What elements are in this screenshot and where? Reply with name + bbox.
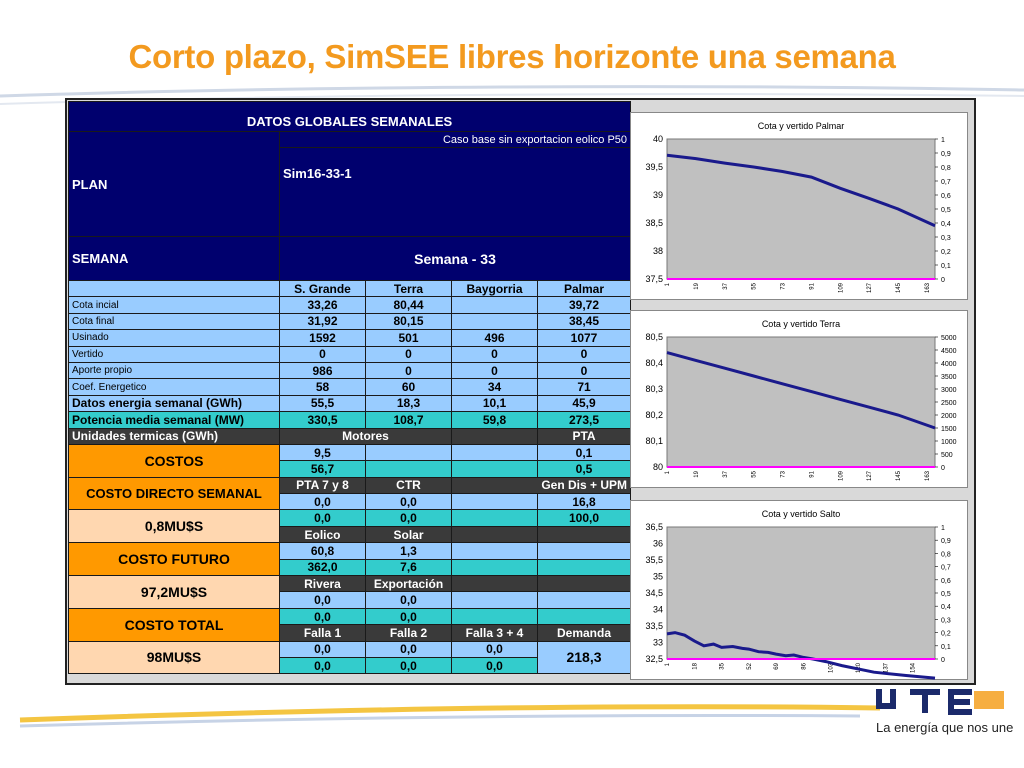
x-tick-label: 145 [896, 471, 903, 482]
x-tick-label: 109 [838, 471, 845, 482]
cell: 16,8 [538, 494, 631, 510]
x-tick-label: 91 [809, 471, 816, 478]
table-row [69, 297, 631, 313]
cell: 33,26 [280, 297, 366, 313]
x-tick-label: 163 [924, 283, 931, 294]
cell: 0,0 [366, 608, 452, 624]
blank [366, 461, 452, 477]
y2-tick-label: 0,9 [941, 151, 951, 158]
cell: 362,0 [280, 559, 366, 575]
x-tick-label: 1 [665, 283, 671, 287]
y-tick-label: 80,3 [645, 384, 663, 394]
row-label: Cota final [69, 313, 280, 329]
blank [452, 461, 538, 477]
cell: 80,15 [366, 313, 452, 329]
x-tick-label: 35 [719, 663, 726, 670]
cell: 1077 [538, 330, 631, 346]
chart-title: Cota y vertido Terra [761, 319, 841, 329]
row-label: Aporte propio [69, 362, 280, 378]
x-tick-label: 120 [855, 663, 862, 674]
x-tick-label: 137 [883, 663, 890, 674]
y2-tick-label: 0,5 [941, 207, 951, 214]
y2-tick-label: 2000 [941, 413, 957, 420]
cell: 7,6 [366, 559, 452, 575]
pta-header: PTA [538, 428, 631, 444]
y2-tick-label: 1500 [941, 426, 957, 433]
x-tick-label: 73 [780, 283, 787, 290]
plan-label: PLAN [69, 132, 280, 237]
page-title: Corto plazo, SimSEE libres horizonte una semana [128, 38, 896, 75]
x-tick-label: 55 [751, 471, 758, 478]
eolico-header: Eolico [280, 526, 366, 542]
blank [452, 428, 538, 444]
cell: 0,0 [280, 641, 366, 657]
cell: 1,3 [366, 543, 452, 559]
y-tick-label: 80,1 [645, 436, 663, 446]
chart-title: Cota y vertido Palmar [757, 121, 845, 131]
blank [452, 576, 538, 592]
cell: 80,44 [366, 297, 452, 313]
table-row [69, 313, 631, 329]
falla2-header: Falla 2 [366, 625, 452, 641]
x-tick-label: 109 [838, 283, 845, 294]
col-header-sgrande: S. Grande [280, 281, 366, 297]
y2-tick-label: 0,6 [941, 193, 951, 200]
blank [452, 592, 538, 608]
y-tick-label: 38,5 [645, 218, 663, 228]
blank [538, 526, 631, 542]
y2-tick-label: 0,8 [941, 551, 951, 559]
plot-area [667, 527, 935, 659]
blank [538, 576, 631, 592]
cell: 0 [452, 346, 538, 362]
cell: 45,9 [538, 395, 631, 411]
pta78-header: PTA 7 y 8 [280, 477, 366, 493]
costos-label: COSTOS [69, 444, 280, 477]
y2-tick-label: 0,1 [941, 643, 951, 651]
chart-terra-svg [631, 311, 969, 489]
y-tick-label: 33 [652, 637, 663, 648]
y2-tick-label: 0,4 [941, 221, 951, 228]
demanda-value: 218,3 [538, 641, 631, 674]
costo-futuro-label: COSTO FUTURO [69, 543, 280, 576]
cell: 34 [452, 379, 538, 395]
y2-tick-label: 0,8 [941, 165, 951, 172]
cell: 0,0 [366, 592, 452, 608]
rivera-header: Rivera [280, 576, 366, 592]
blank [452, 608, 538, 624]
cell: 108,7 [366, 412, 452, 428]
gendis-header: Gen Dis + UPM [452, 477, 631, 493]
cell: 9,5 [280, 444, 366, 460]
y-tick-label: 33,5 [645, 621, 663, 631]
cell: 501 [366, 330, 452, 346]
x-tick-label: 52 [746, 663, 753, 670]
col-header-baygorria: Baygorria [452, 281, 538, 297]
y2-tick-label: 0,7 [941, 564, 951, 572]
blank [452, 510, 538, 526]
cell: 39,72 [538, 297, 631, 313]
y-tick-label: 80,4 [645, 358, 663, 368]
chart-title: Cota y vertido Salto [761, 509, 841, 519]
cell: 0,0 [366, 641, 452, 657]
y-tick-label: 80,5 [645, 332, 663, 342]
x-tick-label: 19 [693, 283, 700, 290]
cell: 0 [538, 346, 631, 362]
blank [538, 559, 631, 575]
y2-tick-label: 0,5 [941, 591, 951, 598]
datos-globales-table [68, 101, 631, 674]
col-header-terra: Terra [366, 281, 452, 297]
blank [452, 526, 538, 542]
cell: 0 [366, 362, 452, 378]
blank [538, 592, 631, 608]
row-label: Potencia media semanal (MW) [69, 412, 280, 428]
cell: 330,5 [280, 412, 366, 428]
plan-value: Sim16-33-1 [280, 148, 631, 237]
y-tick-label: 80 [652, 462, 663, 472]
y2-tick-label: 1 [941, 525, 945, 532]
cell: 100,0 [538, 510, 631, 526]
slogan: La energía que nos une [876, 720, 1014, 735]
chart-palmar-svg [631, 113, 969, 301]
cell: 60,8 [280, 543, 366, 559]
row-label: Coef. Energetico [69, 379, 280, 395]
y-tick-label: 80,2 [645, 410, 663, 420]
table-row [69, 412, 631, 428]
cell: 0,0 [280, 494, 366, 510]
y2-tick-label: 0,3 [941, 617, 951, 625]
cell: 55,5 [280, 395, 366, 411]
blank [452, 559, 538, 575]
col-header-palmar: Palmar [538, 281, 631, 297]
cell: 31,92 [280, 313, 366, 329]
ute-logo [874, 683, 1008, 717]
y2-tick-label: 0,2 [941, 630, 951, 638]
costo-directo-label: COSTO DIRECTO SEMANAL [69, 477, 280, 510]
cell: 0 [538, 362, 631, 378]
cell [452, 313, 538, 329]
y2-tick-label: 0 [941, 465, 945, 472]
chart-salto-svg [631, 501, 969, 681]
cell: 496 [452, 330, 538, 346]
cell: 0,0 [280, 592, 366, 608]
cell: 0 [366, 346, 452, 362]
cell: 0 [452, 362, 538, 378]
cell: 60 [366, 379, 452, 395]
y2-tick-label: 3000 [941, 387, 957, 394]
cell: 71 [538, 379, 631, 395]
ctr-header: CTR [366, 477, 452, 493]
blank [452, 543, 538, 559]
plot-area [667, 337, 935, 467]
y2-tick-label: 0,2 [941, 249, 951, 256]
col-header-blank [69, 281, 280, 297]
cell [452, 297, 538, 313]
y2-tick-label: 2500 [941, 400, 957, 407]
falla34-header: Falla 3 + 4 [452, 625, 538, 641]
row-label: Vertido [69, 346, 280, 362]
semana-label: SEMANA [69, 237, 280, 281]
cell: 0,0 [452, 641, 538, 657]
table-row [69, 330, 631, 346]
y2-tick-label: 0,3 [941, 235, 951, 242]
demanda-header: Demanda [538, 625, 631, 641]
motores-header: Motores [280, 428, 452, 444]
y-tick-label: 39 [652, 190, 663, 200]
x-tick-label: 127 [867, 471, 874, 482]
y-tick-label: 38 [652, 246, 663, 256]
cell: 59,8 [452, 412, 538, 428]
x-tick-label: 154 [910, 663, 917, 674]
y2-tick-label: 5000 [941, 335, 957, 342]
decorative-swoosh-bottom [0, 690, 880, 730]
y-tick-label: 36 [652, 538, 663, 549]
cell: 0,0 [280, 510, 366, 526]
y2-tick-label: 4000 [941, 361, 957, 368]
y-tick-label: 40 [652, 134, 663, 144]
x-tick-label: 18 [692, 663, 699, 670]
y-tick-label: 32,5 [645, 654, 663, 664]
solar-header: Solar [366, 526, 452, 542]
cell: 1592 [280, 330, 366, 346]
x-tick-label: 1 [665, 471, 671, 475]
row-label: Datos energia semanal (GWh) [69, 395, 280, 411]
chart-palmar [630, 112, 968, 300]
cell: 58 [280, 379, 366, 395]
y-tick-label: 36,5 [645, 522, 663, 532]
cell: 0,0 [280, 657, 366, 673]
costo-total-label: COSTO TOTAL [69, 608, 280, 641]
chart-terra [630, 310, 968, 488]
table-row [69, 362, 631, 378]
x-tick-label: 91 [809, 283, 816, 290]
cell: 0,5 [538, 461, 631, 477]
y2-tick-label: 500 [941, 452, 953, 459]
x-tick-label: 86 [801, 663, 808, 670]
falla1-header: Falla 1 [280, 625, 366, 641]
y2-tick-label: 0 [941, 277, 945, 284]
blank [452, 444, 538, 460]
blank [538, 608, 631, 624]
y-tick-label: 35,5 [645, 555, 663, 565]
y2-tick-label: 0,9 [941, 538, 951, 546]
x-tick-label: 103 [828, 663, 835, 674]
y2-tick-label: 1 [941, 137, 945, 144]
cell: 0,0 [280, 608, 366, 624]
cell: 0,0 [366, 510, 452, 526]
y2-tick-label: 1000 [941, 439, 957, 446]
x-tick-label: 19 [693, 471, 700, 478]
plan-description: Caso base sin exportacion eolico P50 [280, 132, 631, 148]
cell: 18,3 [366, 395, 452, 411]
cell: 273,5 [538, 412, 631, 428]
cell: 0,0 [366, 657, 452, 673]
cell: 10,1 [452, 395, 538, 411]
y-tick-label: 39,5 [645, 162, 663, 172]
table-row [69, 395, 631, 411]
y2-tick-label: 3500 [941, 374, 957, 381]
costo-futuro-value: 97,2MU$S [69, 576, 280, 609]
costo-total-value: 98MU$S [69, 641, 280, 674]
blank [538, 543, 631, 559]
y2-tick-label: 0,1 [941, 263, 951, 270]
y2-tick-label: 4500 [941, 348, 957, 355]
x-tick-label: 37 [722, 283, 729, 290]
y2-tick-label: 0,4 [941, 604, 951, 612]
exportacion-header: Exportación [366, 576, 452, 592]
x-tick-label: 37 [722, 471, 729, 478]
cell: 38,45 [538, 313, 631, 329]
table-row [69, 346, 631, 362]
x-tick-label: 1 [665, 663, 671, 667]
cell: 0 [280, 346, 366, 362]
cell: 986 [280, 362, 366, 378]
y-tick-label: 34,5 [645, 588, 663, 598]
costo-directo-value: 0,8MU$S [69, 510, 280, 543]
chart-salto [630, 500, 968, 680]
cell: 0,0 [366, 494, 452, 510]
x-tick-label: 69 [774, 663, 781, 670]
table-row [69, 379, 631, 395]
cell: 56,7 [280, 461, 366, 477]
x-tick-label: 163 [924, 471, 931, 482]
x-tick-label: 127 [867, 283, 874, 294]
table-header: DATOS GLOBALES SEMANALES [69, 102, 631, 132]
y-tick-label: 35 [652, 571, 663, 582]
row-label: Cota incial [69, 297, 280, 313]
blank [452, 494, 538, 510]
cell: 0,0 [452, 657, 538, 673]
termicas-label: Unidades termicas (GWh) [69, 428, 280, 444]
row-label: Usinado [69, 330, 280, 346]
cell: 0,1 [538, 444, 631, 460]
semana-value: Semana - 33 [280, 237, 631, 281]
x-tick-label: 145 [896, 283, 903, 294]
y2-tick-label: 0,6 [941, 577, 951, 585]
y-tick-label: 34 [652, 604, 663, 615]
y2-tick-label: 0 [941, 657, 945, 664]
blank [366, 444, 452, 460]
y-tick-label: 37,5 [645, 274, 663, 284]
x-tick-label: 73 [780, 471, 787, 478]
y2-tick-label: 0,7 [941, 179, 951, 186]
x-tick-label: 55 [751, 283, 758, 290]
